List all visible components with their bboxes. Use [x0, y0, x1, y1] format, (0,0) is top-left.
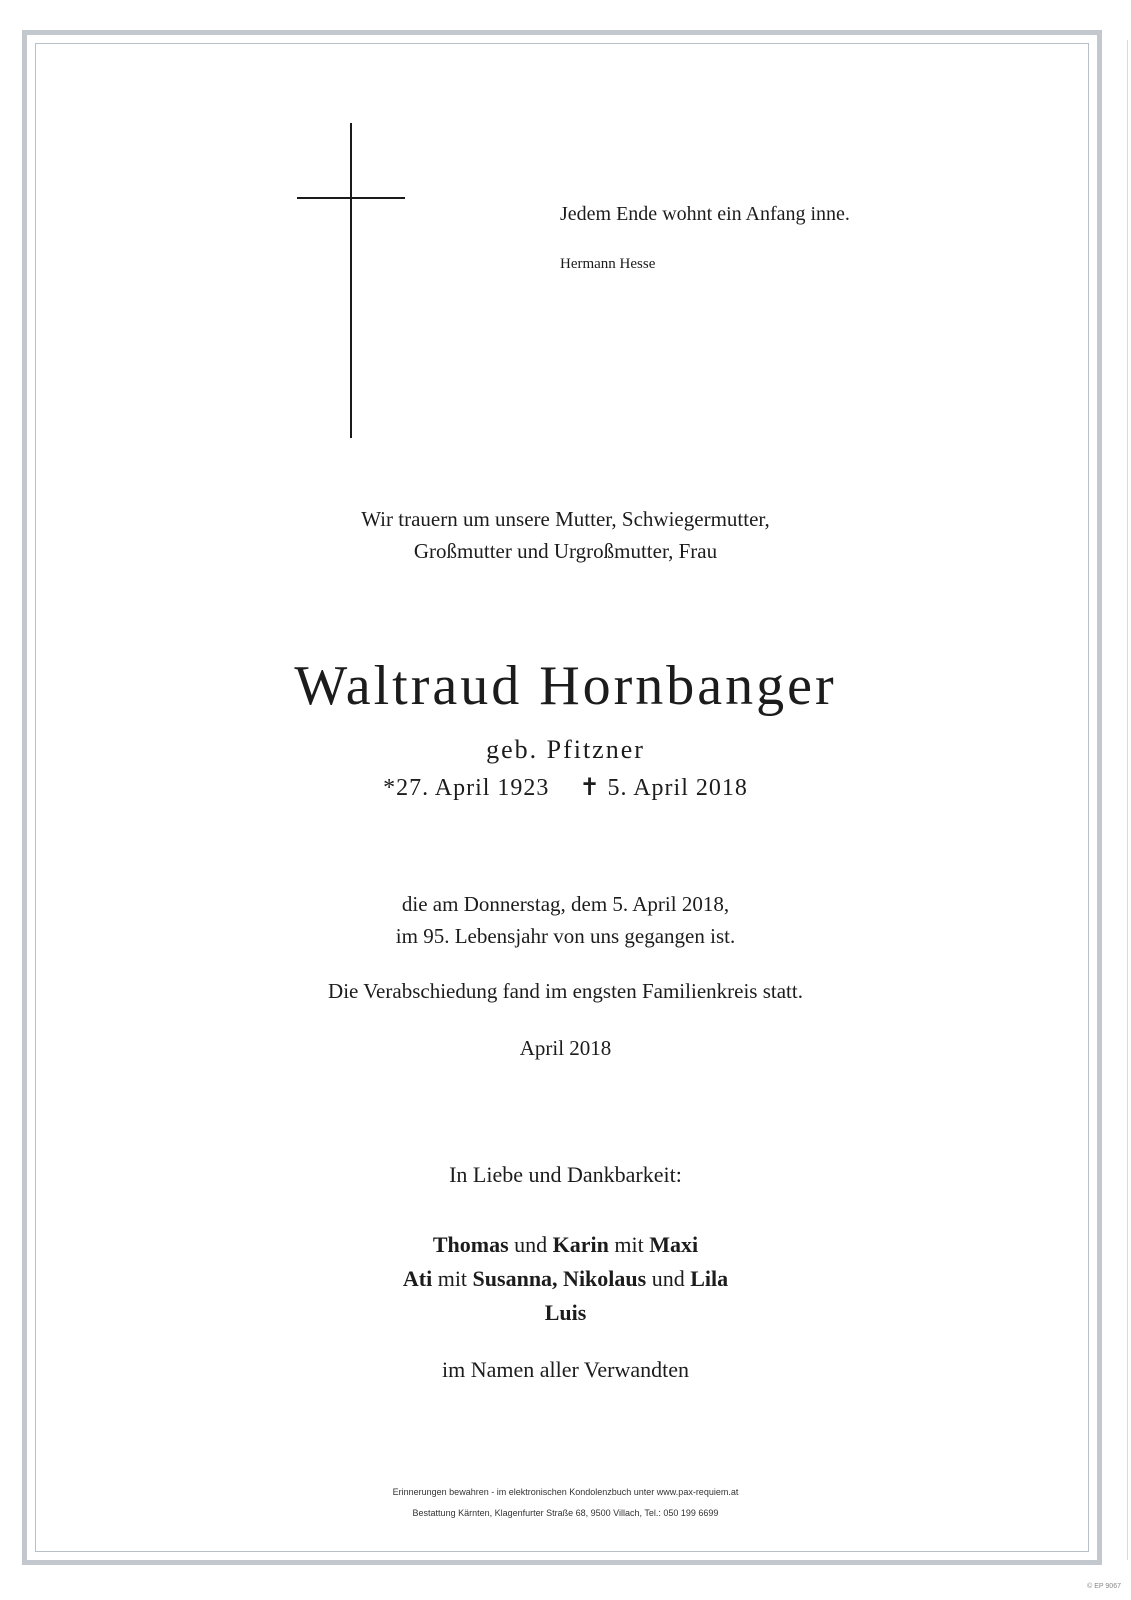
death-notice-line-2: im 95. Lebensjahr von uns gegangen ist.	[395, 924, 736, 948]
relatives-text: im Namen aller Verwandten	[441, 1357, 689, 1382]
deceased-name: Waltraud Hornbanger	[294, 655, 837, 717]
mourners-list	[0, 1228, 1131, 1330]
connector-word: mit	[432, 1266, 473, 1291]
quote-text: Jedem Ende wohnt ein Anfang inne.	[560, 203, 850, 225]
cross-icon-horizontal	[297, 197, 405, 199]
mourners-line-1	[0, 1228, 1131, 1262]
mourner-name: Luis	[544, 1300, 587, 1325]
quote-author: Hermann Hesse	[560, 256, 656, 272]
mourner-name: Susanna, Nikolaus	[472, 1266, 647, 1291]
connector-word: mit	[608, 1232, 650, 1257]
intro-line-2: Großmutter und Urgroßmutter, Frau	[413, 539, 718, 563]
connector-word: und	[508, 1232, 553, 1257]
mourner-name: Maxi	[649, 1232, 699, 1257]
birth-date: *27. April 1923	[383, 775, 550, 801]
document-code: © EP 9067	[1087, 1583, 1121, 1590]
footer-funeral-home: Bestattung Kärnten, Klagenfurter Straße 68, 9500 Villach, Tel.: 050 199 6699	[412, 1508, 719, 1518]
mourner-name: Thomas	[432, 1232, 509, 1257]
footer-condolence-link: Erinnerungen bewahren - im elektronischen Kondolenzbuch unter www.pax-requiem.at	[392, 1487, 739, 1497]
cross-icon-vertical	[350, 123, 352, 438]
mourner-name: Karin	[552, 1232, 609, 1257]
mourner-name: Ati	[402, 1266, 433, 1291]
death-date: ✝ 5. April 2018	[579, 775, 748, 801]
death-notice-line-1: die am Donnerstag, dem 5. April 2018,	[401, 892, 730, 916]
intro-line-1: Wir trauern um unsere Mutter, Schwiegermutter,	[361, 507, 770, 531]
death-notice	[0, 888, 1131, 952]
mourner-name: Lila	[690, 1266, 729, 1291]
mourners-line-2	[0, 1262, 1131, 1296]
thanks-heading: In Liebe und Dankbarkeit:	[449, 1162, 682, 1187]
maiden-name: geb. Pfitzner	[486, 735, 645, 764]
mourning-intro	[0, 503, 1131, 567]
life-dates	[0, 773, 1131, 802]
mourners-line-3	[0, 1296, 1131, 1330]
farewell-text: Die Verabschiedung fand im engsten Familienkreis statt.	[328, 979, 803, 1003]
connector-word: und	[646, 1266, 691, 1291]
notice-month: April 2018	[519, 1036, 612, 1060]
